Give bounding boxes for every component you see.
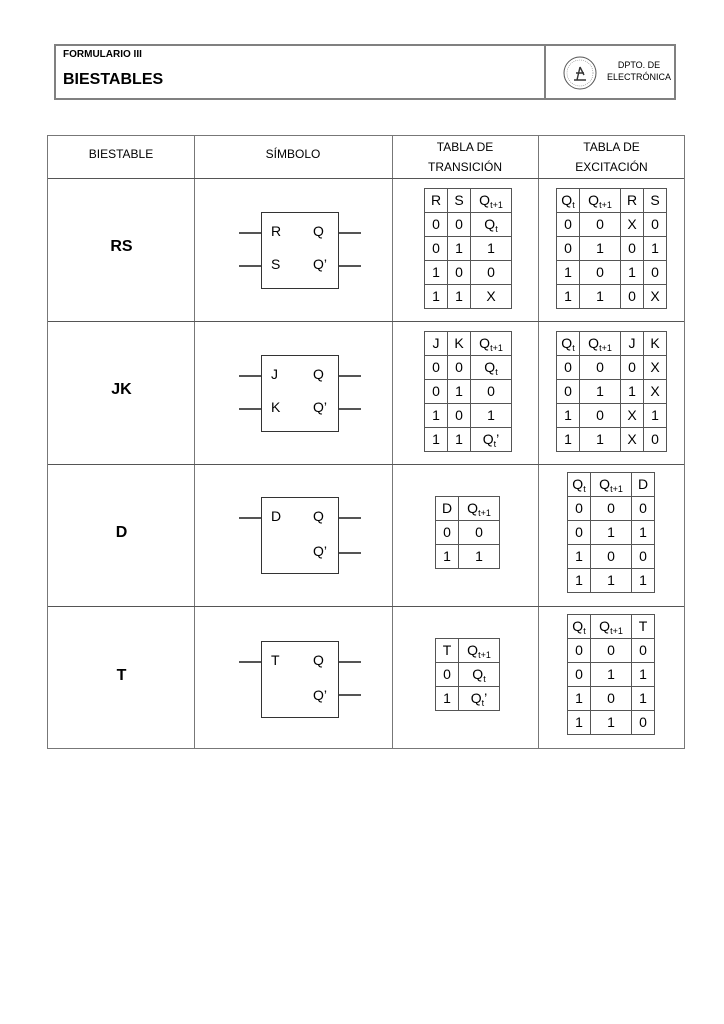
table-cell: 0 <box>557 237 580 261</box>
table-cell: 0 <box>425 380 448 404</box>
table-cell: 0 <box>591 497 632 521</box>
table-row <box>568 663 655 687</box>
table-row <box>425 356 512 380</box>
header-transicion <box>392 137 538 177</box>
table-cell: 1 <box>621 380 644 404</box>
wire-in <box>239 408 261 410</box>
table-cell: 1 <box>591 569 632 593</box>
table-cell: 1 <box>425 404 448 428</box>
table-cell: 1 <box>644 237 667 261</box>
wire-in <box>239 265 261 267</box>
table-header-cell: T <box>436 639 459 663</box>
table-cell: 1 <box>459 545 500 569</box>
table-cell: 0 <box>448 356 471 380</box>
table-header-row <box>568 473 655 497</box>
wire-out <box>339 661 361 663</box>
table-row <box>425 213 512 237</box>
table-cell: 0 <box>621 356 644 380</box>
table-row <box>557 404 667 428</box>
table-cell: 0 <box>632 639 655 663</box>
table-header-cell: $Q_t$ <box>568 615 591 639</box>
row-divider <box>48 321 684 322</box>
table-cell: 1 <box>568 545 591 569</box>
t-transition-table <box>435 638 500 711</box>
table-cell: 0 <box>568 663 591 687</box>
table-cell: X <box>621 428 644 452</box>
row-divider <box>48 606 684 607</box>
table-cell: 1 <box>425 261 448 285</box>
table-cell: 1 <box>632 687 655 711</box>
table-row <box>425 261 512 285</box>
output-label: Q’ <box>313 687 327 703</box>
row-label-d: D <box>115 524 128 541</box>
header-excitacion-line1: TABLA DE <box>583 140 640 154</box>
header-biestable: BIESTABLE <box>88 147 154 161</box>
table-row <box>425 428 512 452</box>
table-header-row <box>425 332 512 356</box>
output-label: Q <box>313 223 324 239</box>
table-cell: 1 <box>448 380 471 404</box>
table-row <box>557 213 667 237</box>
table-cell: 0 <box>591 545 632 569</box>
table-header-cell: $Q_{t+1}$ <box>591 615 632 639</box>
wire-in <box>239 232 261 234</box>
input-label: D <box>271 508 282 524</box>
table-cell: 1 <box>425 285 448 309</box>
dept-line-1: DPTO. DE <box>617 60 661 70</box>
row-label-t: T <box>116 667 127 684</box>
table-cell: 0 <box>425 213 448 237</box>
table-cell: 0 <box>580 404 621 428</box>
table-cell: 0 <box>632 545 655 569</box>
table-cell: 1 <box>471 237 512 261</box>
table-cell: 1 <box>632 663 655 687</box>
table-cell: 1 <box>580 428 621 452</box>
table-cell: 0 <box>632 497 655 521</box>
table-cell: 1 <box>621 261 644 285</box>
table-cell: X <box>621 404 644 428</box>
table-row <box>568 639 655 663</box>
flipflop-box <box>261 497 339 574</box>
table-row <box>557 428 667 452</box>
table-cell: 0 <box>425 356 448 380</box>
table-header-cell: R <box>425 189 448 213</box>
table-header-cell: $Q_t$ <box>557 189 580 213</box>
input-label: T <box>271 652 280 668</box>
row-divider <box>48 178 684 179</box>
table-header-row <box>425 189 512 213</box>
table-cell: 1 <box>557 428 580 452</box>
output-label: Q’ <box>313 256 327 272</box>
rs-excitation-table <box>556 188 667 309</box>
table-cell: 0 <box>632 711 655 735</box>
header-title-area <box>56 46 546 98</box>
header-simbolo: SÍMBOLO <box>265 147 321 161</box>
col-divider <box>194 136 195 748</box>
table-row <box>425 404 512 428</box>
table-header-row <box>557 189 667 213</box>
table-cell: 0 <box>448 404 471 428</box>
col-divider <box>392 136 393 748</box>
table-row <box>568 711 655 735</box>
table-row <box>568 687 655 711</box>
table-cell: 0 <box>425 237 448 261</box>
table-cell: 0 <box>591 639 632 663</box>
wire-out <box>339 552 361 554</box>
table-header-cell: R <box>621 189 644 213</box>
table-cell: $Q_t$ <box>471 213 512 237</box>
table-cell: 1 <box>557 404 580 428</box>
table-header-cell: $Q_{t+1}$ <box>591 473 632 497</box>
department-seal-icon <box>562 55 598 91</box>
header-excitacion-line2: EXCITACIÓN <box>575 160 648 174</box>
form-label: FORMULARIO III <box>63 49 142 60</box>
table-row <box>425 237 512 261</box>
table-cell: 0 <box>644 213 667 237</box>
table-row <box>557 237 667 261</box>
table-cell: 1 <box>580 237 621 261</box>
table-cell: 0 <box>448 213 471 237</box>
table-cell: 0 <box>471 380 512 404</box>
table-header-cell: $Q_t$ <box>568 473 591 497</box>
table-cell: 1 <box>557 261 580 285</box>
table-header-cell: K <box>644 332 667 356</box>
table-cell: 1 <box>448 428 471 452</box>
table-cell: 0 <box>448 261 471 285</box>
flipflop-table <box>47 135 685 749</box>
document-header <box>54 44 676 100</box>
table-header-cell: D <box>632 473 655 497</box>
table-cell: 1 <box>591 521 632 545</box>
output-label: Q <box>313 366 324 382</box>
table-header-cell: J <box>621 332 644 356</box>
flipflop-box <box>261 355 339 432</box>
output-label: Q <box>313 652 324 668</box>
d-excitation-table <box>567 472 655 593</box>
row-divider <box>48 464 684 465</box>
dept-line-2: ELECTRÓNICA <box>606 72 671 82</box>
table-cell: 1 <box>632 521 655 545</box>
table-header-cell: J <box>425 332 448 356</box>
wire-in <box>239 517 261 519</box>
table-cell: X <box>471 285 512 309</box>
wire-out <box>339 265 361 267</box>
table-cell: 0 <box>580 261 621 285</box>
input-label: R <box>271 223 282 239</box>
table-row <box>568 497 655 521</box>
table-header-cell: T <box>632 615 655 639</box>
table-cell: 1 <box>425 428 448 452</box>
table-cell: 1 <box>448 285 471 309</box>
header-transicion-line2: TRANSICIÓN <box>427 160 502 174</box>
table-cell: 0 <box>621 285 644 309</box>
table-cell: 0 <box>471 261 512 285</box>
table-cell: $Q_t$’ <box>459 687 500 711</box>
table-row <box>557 356 667 380</box>
table-header-cell: $Q_{t+1}$ <box>580 332 621 356</box>
table-cell: 0 <box>644 428 667 452</box>
table-cell: 0 <box>436 663 459 687</box>
table-header-cell: $Q_{t+1}$ <box>459 497 500 521</box>
table-cell: 1 <box>580 285 621 309</box>
table-row <box>436 521 500 545</box>
flipflop-box <box>261 212 339 289</box>
output-label: Q’ <box>313 543 327 559</box>
table-cell: 0 <box>580 213 621 237</box>
row-label-rs: RS <box>110 238 133 255</box>
table-cell: 1 <box>591 663 632 687</box>
table-header-cell: D <box>436 497 459 521</box>
table-cell: 1 <box>436 687 459 711</box>
table-cell: 0 <box>557 356 580 380</box>
table-header-row <box>557 332 667 356</box>
table-cell: $Q_t$’ <box>471 428 512 452</box>
table-row <box>425 380 512 404</box>
table-cell: 1 <box>568 569 591 593</box>
table-cell: 1 <box>580 380 621 404</box>
table-row <box>568 545 655 569</box>
table-row <box>568 569 655 593</box>
output-label: Q’ <box>313 399 327 415</box>
table-header-row <box>568 615 655 639</box>
table-cell: 1 <box>471 404 512 428</box>
table-header-row <box>436 639 500 663</box>
table-row <box>436 663 500 687</box>
department-name <box>604 59 674 83</box>
table-header-cell: $Q_{t+1}$ <box>471 189 512 213</box>
table-header-cell: $Q_{t+1}$ <box>459 639 500 663</box>
table-header-cell: $Q_{t+1}$ <box>471 332 512 356</box>
table-row <box>425 285 512 309</box>
table-cell: 0 <box>568 639 591 663</box>
input-label: J <box>271 366 278 382</box>
table-header-cell: $Q_{t+1}$ <box>580 189 621 213</box>
table-cell: 0 <box>557 213 580 237</box>
header-excitacion <box>538 137 685 177</box>
table-cell: 0 <box>436 521 459 545</box>
table-cell: 0 <box>557 380 580 404</box>
wire-out <box>339 232 361 234</box>
table-row <box>557 285 667 309</box>
table-cell: X <box>644 356 667 380</box>
input-label: K <box>271 399 281 415</box>
table-cell: 0 <box>580 356 621 380</box>
t-excitation-table <box>567 614 655 735</box>
jk-transition-table <box>424 331 512 452</box>
table-cell: 1 <box>591 711 632 735</box>
table-cell: X <box>644 380 667 404</box>
table-header-row <box>436 497 500 521</box>
d-transition-table <box>435 496 500 569</box>
flipflop-box <box>261 641 339 718</box>
wire-out <box>339 517 361 519</box>
document-title: BIESTABLES <box>63 71 164 88</box>
col-divider <box>538 136 539 748</box>
table-cell: $Q_t$ <box>471 356 512 380</box>
table-cell: 1 <box>568 711 591 735</box>
wire-out <box>339 408 361 410</box>
table-cell: 1 <box>448 237 471 261</box>
table-cell: 1 <box>644 404 667 428</box>
table-header-cell: S <box>448 189 471 213</box>
table-cell: 1 <box>568 687 591 711</box>
row-label-jk: JK <box>111 381 132 398</box>
table-cell: 0 <box>621 237 644 261</box>
jk-excitation-table <box>556 331 667 452</box>
output-label: Q <box>313 508 324 524</box>
table-cell: 1 <box>436 545 459 569</box>
wire-in <box>239 375 261 377</box>
table-row <box>436 545 500 569</box>
table-cell: $Q_t$ <box>459 663 500 687</box>
table-row <box>557 380 667 404</box>
table-cell: 0 <box>644 261 667 285</box>
table-row <box>436 687 500 711</box>
table-header-cell: K <box>448 332 471 356</box>
table-cell: X <box>621 213 644 237</box>
table-cell: 0 <box>459 521 500 545</box>
wire-out <box>339 694 361 696</box>
wire-out <box>339 375 361 377</box>
table-cell: X <box>644 285 667 309</box>
wire-in <box>239 661 261 663</box>
table-row <box>568 521 655 545</box>
table-cell: 1 <box>557 285 580 309</box>
table-cell: 0 <box>568 497 591 521</box>
header-transicion-line1: TABLA DE <box>436 140 494 154</box>
table-cell: 0 <box>568 521 591 545</box>
table-cell: 0 <box>591 687 632 711</box>
table-row <box>557 261 667 285</box>
input-label: S <box>271 256 281 272</box>
rs-transition-table <box>424 188 512 309</box>
table-cell: 1 <box>632 569 655 593</box>
table-header-cell: S <box>644 189 667 213</box>
table-header-cell: $Q_t$ <box>557 332 580 356</box>
